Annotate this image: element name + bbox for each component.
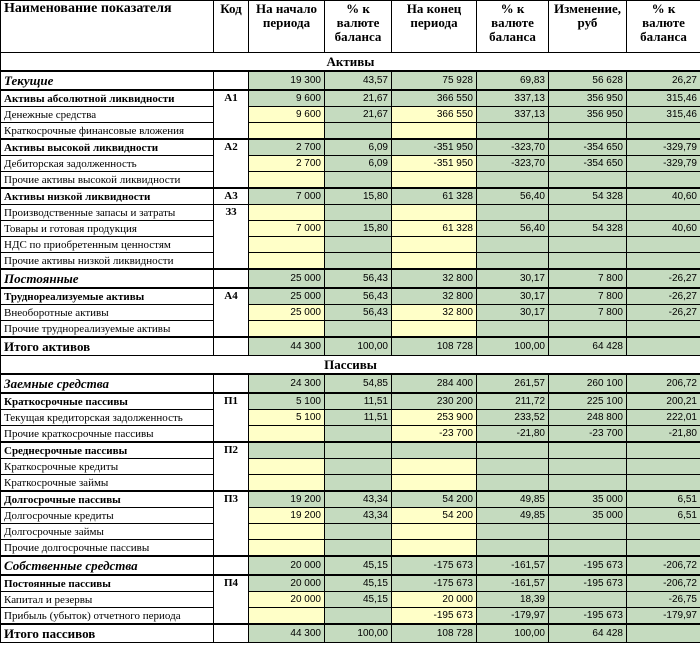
value-cell: 7 000 — [249, 188, 325, 205]
value-cell — [549, 237, 627, 253]
table-row — [1, 540, 700, 557]
value-cell: 100,00 — [325, 624, 392, 643]
row-label: Текущие — [1, 71, 214, 90]
table-row — [1, 410, 700, 426]
value-cell: 100,00 — [477, 624, 549, 643]
value-cell: 75 928 — [392, 71, 477, 90]
value-cell — [549, 123, 627, 140]
value-cell — [549, 321, 627, 338]
value-cell — [627, 459, 700, 475]
value-cell — [249, 608, 325, 625]
value-cell: 30,17 — [477, 288, 549, 305]
value-cell: 54 200 — [392, 508, 477, 524]
value-cell — [549, 592, 627, 608]
value-cell — [249, 237, 325, 253]
value-cell: 15,80 — [325, 221, 392, 237]
value-cell: 32 800 — [392, 288, 477, 305]
row-label: Краткосрочные кредиты — [1, 459, 214, 475]
value-cell: 44 300 — [249, 337, 325, 356]
value-cell: -323,70 — [477, 156, 549, 172]
value-cell: 20 000 — [392, 592, 477, 608]
value-cell: 43,34 — [325, 491, 392, 508]
row-label: Капитал и резервы — [1, 592, 214, 608]
value-cell: 25 000 — [249, 288, 325, 305]
value-cell: 56,40 — [477, 188, 549, 205]
value-cell — [325, 237, 392, 253]
value-cell: -206,72 — [627, 556, 700, 575]
value-cell: 356 950 — [549, 107, 627, 123]
row-code: А3 — [214, 188, 249, 205]
value-cell — [325, 540, 392, 557]
value-cell: 20 000 — [249, 575, 325, 592]
row-code — [214, 71, 249, 90]
value-cell — [249, 459, 325, 475]
value-cell — [325, 475, 392, 492]
value-cell: -195 673 — [392, 608, 477, 625]
value-cell: 9 600 — [249, 90, 325, 107]
value-cell — [325, 608, 392, 625]
value-cell: 20 000 — [249, 592, 325, 608]
row-code: А4 — [214, 288, 249, 337]
value-cell: 230 200 — [392, 393, 477, 410]
table-row — [1, 139, 700, 156]
value-cell: 6,09 — [325, 156, 392, 172]
row-code — [214, 374, 249, 393]
table-row — [1, 442, 700, 459]
value-cell: 2 700 — [249, 156, 325, 172]
table-row — [1, 188, 700, 205]
value-cell: 32 800 — [392, 269, 477, 288]
value-cell — [627, 237, 700, 253]
value-cell — [392, 459, 477, 475]
row-label: Дебиторская задолженность — [1, 156, 214, 172]
value-cell: -323,70 — [477, 139, 549, 156]
value-cell — [249, 123, 325, 140]
table-row — [1, 592, 700, 608]
value-cell: 35 000 — [549, 508, 627, 524]
value-cell: 211,72 — [477, 393, 549, 410]
value-cell: 248 800 — [549, 410, 627, 426]
value-cell: 19 200 — [249, 508, 325, 524]
value-cell — [627, 337, 700, 356]
value-cell: -26,27 — [627, 288, 700, 305]
value-cell: 19 200 — [249, 491, 325, 508]
row-label: НДС по приобретенным ценностям — [1, 237, 214, 253]
value-cell: 5 100 — [249, 410, 325, 426]
value-cell: 54,85 — [325, 374, 392, 393]
value-cell — [477, 172, 549, 189]
row-label: Итого пассивов — [1, 624, 214, 643]
value-cell — [325, 123, 392, 140]
value-cell: 30,17 — [477, 305, 549, 321]
value-cell: 315,46 — [627, 90, 700, 107]
row-code: П1 — [214, 393, 249, 442]
value-cell — [392, 442, 477, 459]
row-code: П2 — [214, 442, 249, 491]
value-cell: 108 728 — [392, 337, 477, 356]
value-cell: 9 600 — [249, 107, 325, 123]
table-row — [1, 393, 700, 410]
header-change-percent: % к валюте баланса — [627, 1, 700, 53]
value-cell: 30,17 — [477, 269, 549, 288]
value-cell — [549, 475, 627, 492]
table-row — [1, 237, 700, 253]
row-label: Среднесрочные пассивы — [1, 442, 214, 459]
table-row — [1, 321, 700, 338]
value-cell: -161,57 — [477, 556, 549, 575]
value-cell — [325, 172, 392, 189]
row-code: П3 — [214, 491, 249, 556]
value-cell: 2 700 — [249, 139, 325, 156]
value-cell: -179,97 — [477, 608, 549, 625]
value-cell: 56,40 — [477, 221, 549, 237]
value-cell: 253 900 — [392, 410, 477, 426]
row-label: Производственные запасы и затраты — [1, 205, 214, 221]
value-cell: 100,00 — [477, 337, 549, 356]
value-cell — [549, 540, 627, 557]
row-label: Долгосрочные кредиты — [1, 508, 214, 524]
value-cell: -26,27 — [627, 269, 700, 288]
table-row — [1, 459, 700, 475]
value-cell — [627, 475, 700, 492]
value-cell: 200,21 — [627, 393, 700, 410]
table-row — [1, 475, 700, 492]
value-cell: 44 300 — [249, 624, 325, 643]
value-cell: 11,51 — [325, 393, 392, 410]
value-cell: -195 673 — [549, 608, 627, 625]
value-cell: 337,13 — [477, 107, 549, 123]
value-cell — [249, 172, 325, 189]
value-cell — [477, 205, 549, 221]
value-cell: 21,67 — [325, 90, 392, 107]
value-cell: 45,15 — [325, 592, 392, 608]
table-row — [1, 269, 700, 288]
table-row — [1, 624, 700, 643]
row-label: Краткосрочные финансовые вложения — [1, 123, 214, 140]
value-cell — [477, 442, 549, 459]
table-row — [1, 288, 700, 305]
table-row — [1, 221, 700, 237]
header-code: Код — [214, 1, 249, 53]
value-cell: 35 000 — [549, 491, 627, 508]
table-row — [1, 608, 700, 625]
value-cell — [477, 123, 549, 140]
row-label: Внеоборотные активы — [1, 305, 214, 321]
row-label: Заемные средства — [1, 374, 214, 393]
header-start-percent: % к валюте баланса — [325, 1, 392, 53]
value-cell — [249, 524, 325, 540]
row-code — [214, 337, 249, 356]
value-cell: 233,52 — [477, 410, 549, 426]
table-row — [1, 107, 700, 123]
table-row — [1, 172, 700, 189]
row-code — [214, 624, 249, 643]
value-cell — [249, 475, 325, 492]
value-cell: -161,57 — [477, 575, 549, 592]
row-code — [214, 269, 249, 288]
value-cell — [325, 426, 392, 443]
value-cell: 261,57 — [477, 374, 549, 393]
value-cell — [627, 540, 700, 557]
value-cell: 100,00 — [325, 337, 392, 356]
value-cell: -179,97 — [627, 608, 700, 625]
value-cell: 356 950 — [549, 90, 627, 107]
value-cell — [249, 205, 325, 221]
value-cell: 54 328 — [549, 221, 627, 237]
table-row — [1, 508, 700, 524]
table-row — [1, 71, 700, 90]
row-label: Активы высокой ликвидности — [1, 139, 214, 156]
value-cell: 61 328 — [392, 221, 477, 237]
assets-section — [1, 53, 700, 356]
value-cell — [627, 172, 700, 189]
table-row — [1, 123, 700, 140]
value-cell: 6,51 — [627, 491, 700, 508]
value-cell: 40,60 — [627, 188, 700, 205]
value-cell: -26,75 — [627, 592, 700, 608]
value-cell: 6,51 — [627, 508, 700, 524]
row-label: Прочие долгосрочные пассивы — [1, 540, 214, 557]
value-cell: 225 100 — [549, 393, 627, 410]
value-cell: 54 328 — [549, 188, 627, 205]
value-cell: 64 428 — [549, 337, 627, 356]
value-cell: 49,85 — [477, 491, 549, 508]
value-cell: -206,72 — [627, 575, 700, 592]
row-label: Краткосрочные займы — [1, 475, 214, 492]
value-cell: 64 428 — [549, 624, 627, 643]
value-cell: 61 328 — [392, 188, 477, 205]
value-cell — [392, 524, 477, 540]
value-cell — [627, 321, 700, 338]
value-cell — [627, 524, 700, 540]
header-end-period: На конец периода — [392, 1, 477, 53]
value-cell — [477, 321, 549, 338]
row-label: Прочие активы высокой ликвидности — [1, 172, 214, 189]
value-cell: -195 673 — [549, 575, 627, 592]
value-cell: 7 000 — [249, 221, 325, 237]
value-cell: 284 400 — [392, 374, 477, 393]
row-code: П4 — [214, 575, 249, 624]
table-row — [1, 524, 700, 540]
header-end-percent: % к валюте баланса — [477, 1, 549, 53]
table-row — [1, 253, 700, 270]
row-code: З3 — [214, 205, 249, 270]
value-cell: 366 550 — [392, 107, 477, 123]
table-row — [1, 575, 700, 592]
value-cell: 43,57 — [325, 71, 392, 90]
header-indicator: Наименование показателя — [1, 1, 214, 53]
value-cell — [249, 540, 325, 557]
section-title-assets: Активы — [1, 53, 700, 72]
value-cell: -351 950 — [392, 139, 477, 156]
value-cell: -329,79 — [627, 139, 700, 156]
value-cell: 337,13 — [477, 90, 549, 107]
table-row — [1, 305, 700, 321]
value-cell — [325, 253, 392, 270]
liabilities-section — [1, 356, 700, 643]
row-label: Прочие активы низкой ликвидности — [1, 253, 214, 270]
value-cell: -329,79 — [627, 156, 700, 172]
value-cell — [392, 123, 477, 140]
value-cell: 206,72 — [627, 374, 700, 393]
value-cell: 56,43 — [325, 305, 392, 321]
value-cell: 25 000 — [249, 305, 325, 321]
value-cell — [627, 123, 700, 140]
row-code: А1 — [214, 90, 249, 139]
table-row — [1, 205, 700, 221]
table-row — [1, 337, 700, 356]
value-cell — [549, 253, 627, 270]
value-cell — [325, 524, 392, 540]
value-cell — [392, 172, 477, 189]
header-start-period: На начало периода — [249, 1, 325, 53]
value-cell: -351 950 — [392, 156, 477, 172]
value-cell: 21,67 — [325, 107, 392, 123]
value-cell: 56,43 — [325, 288, 392, 305]
value-cell: 40,60 — [627, 221, 700, 237]
value-cell — [549, 459, 627, 475]
value-cell — [249, 321, 325, 338]
value-cell: 56,43 — [325, 269, 392, 288]
value-cell — [477, 475, 549, 492]
value-cell: 26,27 — [627, 71, 700, 90]
table-row — [1, 491, 700, 508]
value-cell — [549, 442, 627, 459]
table-row — [1, 90, 700, 107]
row-label: Прибыль (убыток) отчетного периода — [1, 608, 214, 625]
value-cell: 24 300 — [249, 374, 325, 393]
value-cell — [477, 253, 549, 270]
value-cell — [549, 205, 627, 221]
value-cell — [549, 172, 627, 189]
value-cell — [392, 540, 477, 557]
value-cell — [477, 524, 549, 540]
value-cell — [392, 237, 477, 253]
row-label: Денежные средства — [1, 107, 214, 123]
row-label: Краткосрочные пассивы — [1, 393, 214, 410]
value-cell: 5 100 — [249, 393, 325, 410]
value-cell — [325, 205, 392, 221]
value-cell: 25 000 — [249, 269, 325, 288]
value-cell: 6,09 — [325, 139, 392, 156]
value-cell: 54 200 — [392, 491, 477, 508]
row-label: Активы низкой ликвидности — [1, 188, 214, 205]
value-cell — [325, 442, 392, 459]
value-cell — [249, 253, 325, 270]
value-cell: -23 700 — [549, 426, 627, 443]
row-label: Активы абсолютной ликвидности — [1, 90, 214, 107]
row-label: Труднореализуемые активы — [1, 288, 214, 305]
value-cell — [549, 524, 627, 540]
table-row — [1, 556, 700, 575]
section-title-liabilities: Пассивы — [1, 356, 700, 375]
value-cell: 11,51 — [325, 410, 392, 426]
value-cell: -175 673 — [392, 556, 477, 575]
value-cell: 49,85 — [477, 508, 549, 524]
value-cell — [627, 442, 700, 459]
value-cell: 315,46 — [627, 107, 700, 123]
row-label: Товары и готовая продукция — [1, 221, 214, 237]
value-cell: -195 673 — [549, 556, 627, 575]
value-cell: 222,01 — [627, 410, 700, 426]
value-cell — [249, 442, 325, 459]
value-cell: -26,27 — [627, 305, 700, 321]
value-cell: 43,34 — [325, 508, 392, 524]
row-label: Прочие краткосрочные пассивы — [1, 426, 214, 443]
value-cell — [392, 253, 477, 270]
value-cell: -21,80 — [477, 426, 549, 443]
section-row-liabilities — [1, 356, 700, 375]
value-cell: -354 650 — [549, 139, 627, 156]
value-cell: 45,15 — [325, 556, 392, 575]
row-label: Прочие труднореализуемые активы — [1, 321, 214, 338]
value-cell — [477, 540, 549, 557]
value-cell — [325, 459, 392, 475]
value-cell: 366 550 — [392, 90, 477, 107]
value-cell — [627, 624, 700, 643]
row-label: Итого активов — [1, 337, 214, 356]
value-cell: 7 800 — [549, 288, 627, 305]
value-cell — [477, 459, 549, 475]
row-label: Постоянные — [1, 269, 214, 288]
value-cell: -23 700 — [392, 426, 477, 443]
value-cell: 18,39 — [477, 592, 549, 608]
row-label: Долгосрочные пассивы — [1, 491, 214, 508]
row-label: Постоянные пассивы — [1, 575, 214, 592]
value-cell: 32 800 — [392, 305, 477, 321]
row-label: Долгосрочные займы — [1, 524, 214, 540]
value-cell: -175 673 — [392, 575, 477, 592]
section-row-assets — [1, 53, 700, 72]
table-row — [1, 426, 700, 443]
row-code: А2 — [214, 139, 249, 188]
value-cell: 7 800 — [549, 269, 627, 288]
value-cell: 108 728 — [392, 624, 477, 643]
table-row — [1, 156, 700, 172]
value-cell: 45,15 — [325, 575, 392, 592]
value-cell: 69,83 — [477, 71, 549, 90]
value-cell — [627, 205, 700, 221]
value-cell — [627, 253, 700, 270]
row-label: Текущая кредиторская задолженность — [1, 410, 214, 426]
value-cell — [392, 321, 477, 338]
row-label: Собственные средства — [1, 556, 214, 575]
value-cell: 20 000 — [249, 556, 325, 575]
value-cell: -354 650 — [549, 156, 627, 172]
value-cell: 56 628 — [549, 71, 627, 90]
header-change: Изменение, руб — [549, 1, 627, 53]
value-cell — [392, 475, 477, 492]
value-cell — [477, 237, 549, 253]
table-row — [1, 374, 700, 393]
header-row — [1, 1, 700, 53]
value-cell: 260 100 — [549, 374, 627, 393]
value-cell: 15,80 — [325, 188, 392, 205]
row-code — [214, 556, 249, 575]
value-cell: 19 300 — [249, 71, 325, 90]
value-cell — [392, 205, 477, 221]
value-cell: -21,80 — [627, 426, 700, 443]
value-cell — [249, 426, 325, 443]
value-cell — [325, 321, 392, 338]
value-cell: 7 800 — [549, 305, 627, 321]
